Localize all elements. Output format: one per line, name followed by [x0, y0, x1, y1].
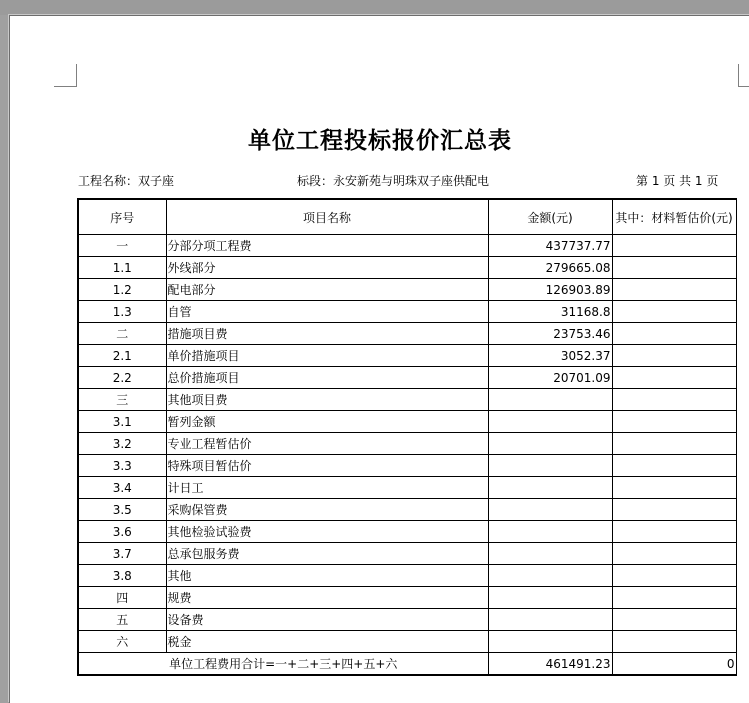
row-number: 2.1: [78, 345, 166, 367]
row-number: 3.5: [78, 499, 166, 521]
row-item-name: 特殊项目暂估价: [166, 455, 488, 477]
row-amount: 31168.8: [488, 301, 612, 323]
section-name: 标段：永安新苑与明珠双子座供配电: [297, 174, 490, 188]
table-row: [78, 455, 736, 477]
table-row: [78, 367, 736, 389]
row-material-estimate: [612, 301, 736, 323]
summary-table: [77, 198, 737, 676]
row-material-estimate: [612, 323, 736, 345]
row-amount: 3052.37: [488, 345, 612, 367]
row-material-estimate: [612, 631, 736, 653]
row-item-name: 自管: [166, 301, 488, 323]
row-material-estimate: [612, 477, 736, 499]
total-material-estimate: 0: [612, 653, 736, 676]
row-amount: [488, 565, 612, 587]
total-row: [78, 653, 736, 676]
row-amount: [488, 521, 612, 543]
table-row: [78, 587, 736, 609]
row-item-name: 其他: [166, 565, 488, 587]
table-row: [78, 477, 736, 499]
row-amount: [488, 587, 612, 609]
crop-mark-top-right: [738, 64, 749, 87]
row-number: 1.1: [78, 257, 166, 279]
row-material-estimate: [612, 411, 736, 433]
row-item-name: 其他项目费: [166, 389, 488, 411]
table-row: [78, 499, 736, 521]
row-number: 3.6: [78, 521, 166, 543]
row-number: 3.2: [78, 433, 166, 455]
table-row: [78, 411, 736, 433]
row-number: 3.3: [78, 455, 166, 477]
table-row: [78, 389, 736, 411]
row-amount: [488, 499, 612, 521]
row-item-name: 规费: [166, 587, 488, 609]
row-material-estimate: [612, 279, 736, 301]
row-material-estimate: [612, 499, 736, 521]
total-amount: 461491.23: [488, 653, 612, 676]
row-number: 二: [78, 323, 166, 345]
row-material-estimate: [612, 257, 736, 279]
table-row: [78, 433, 736, 455]
row-item-name: 税金: [166, 631, 488, 653]
row-item-name: 总承包服务费: [166, 543, 488, 565]
row-material-estimate: [612, 367, 736, 389]
row-material-estimate: [612, 389, 736, 411]
table-row: [78, 543, 736, 565]
row-number: 1.2: [78, 279, 166, 301]
table-header-row: [78, 199, 736, 235]
row-material-estimate: [612, 521, 736, 543]
row-item-name: 配电部分: [166, 279, 488, 301]
total-label: 单位工程费用合计=一+二+三+四+五+六: [78, 653, 488, 676]
table-row: [78, 257, 736, 279]
row-material-estimate: [612, 455, 736, 477]
page-indicator: 第 1 页 共 1 页: [636, 174, 719, 188]
document-page: [9, 15, 749, 703]
row-number: 五: [78, 609, 166, 631]
table-row: [78, 235, 736, 257]
row-material-estimate: [612, 543, 736, 565]
row-number: 2.2: [78, 367, 166, 389]
row-number: 3.4: [78, 477, 166, 499]
row-amount: [488, 389, 612, 411]
row-number: 六: [78, 631, 166, 653]
row-item-name: 分部分项工程费: [166, 235, 488, 257]
row-item-name: 暂列金额: [166, 411, 488, 433]
row-amount: 279665.08: [488, 257, 612, 279]
row-amount: 126903.89: [488, 279, 612, 301]
row-amount: [488, 455, 612, 477]
row-amount: [488, 609, 612, 631]
row-amount: 437737.77: [488, 235, 612, 257]
row-number: 1.3: [78, 301, 166, 323]
row-item-name: 专业工程暂估价: [166, 433, 488, 455]
header-amount: 金额(元): [488, 199, 612, 235]
row-item-name: 外线部分: [166, 257, 488, 279]
row-amount: [488, 543, 612, 565]
header-material-estimate: 其中：材料暂估价(元): [612, 199, 736, 235]
row-item-name: 措施项目费: [166, 323, 488, 345]
table-row: [78, 323, 736, 345]
row-amount: [488, 411, 612, 433]
row-item-name: 单价措施项目: [166, 345, 488, 367]
row-material-estimate: [612, 433, 736, 455]
row-item-name: 设备费: [166, 609, 488, 631]
row-item-name: 其他检验试验费: [166, 521, 488, 543]
row-material-estimate: [612, 565, 736, 587]
row-material-estimate: [612, 235, 736, 257]
row-amount: 23753.46: [488, 323, 612, 345]
row-number: 一: [78, 235, 166, 257]
row-item-name: 采购保管费: [166, 499, 488, 521]
row-number: 3.8: [78, 565, 166, 587]
table-row: [78, 279, 736, 301]
project-name: 工程名称：双子座: [78, 174, 175, 188]
crop-mark-top-left: [54, 64, 77, 87]
table-row: [78, 345, 736, 367]
row-number: 3.1: [78, 411, 166, 433]
row-number: 四: [78, 587, 166, 609]
header-name: 项目名称: [166, 199, 488, 235]
table-row: [78, 565, 736, 587]
table-row: [78, 301, 736, 323]
row-item-name: 计日工: [166, 477, 488, 499]
table-row: [78, 609, 736, 631]
table-body: [78, 235, 736, 676]
table-row: [78, 631, 736, 653]
row-material-estimate: [612, 587, 736, 609]
row-amount: [488, 433, 612, 455]
document-title: 单位工程投标报价汇总表: [248, 128, 512, 154]
window-top-edge: [0, 0, 749, 15]
table-row: [78, 521, 736, 543]
row-material-estimate: [612, 609, 736, 631]
row-amount: [488, 631, 612, 653]
row-item-name: 总价措施项目: [166, 367, 488, 389]
row-amount: 20701.09: [488, 367, 612, 389]
row-material-estimate: [612, 345, 736, 367]
row-amount: [488, 477, 612, 499]
row-number: 三: [78, 389, 166, 411]
header-no: 序号: [78, 199, 166, 235]
row-number: 3.7: [78, 543, 166, 565]
